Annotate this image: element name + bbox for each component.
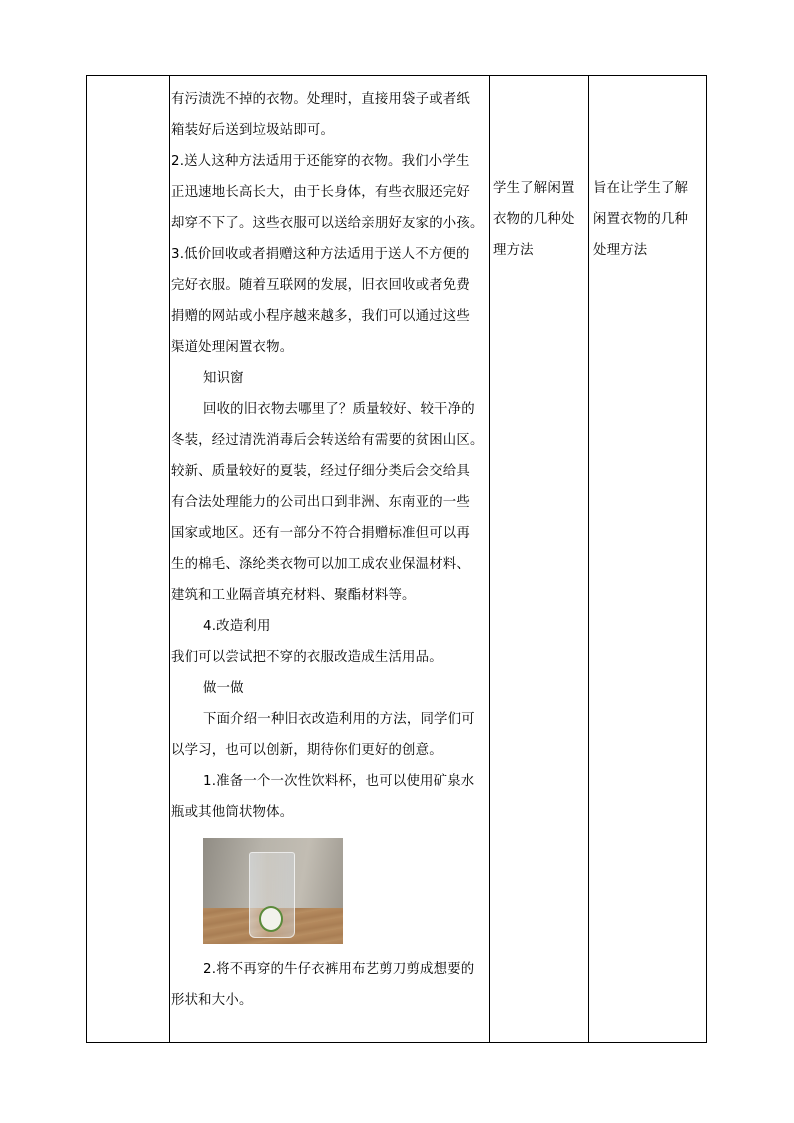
text-line: 冬装，经过清洗消毒后会转送给有需要的贫困山区。 <box>171 433 484 448</box>
text-line: 建筑和工业隔音填充材料、聚酯材料等。 <box>171 588 416 603</box>
text-line: 3.低价回收或者捐赠这种方法适用于送人不方便的 <box>171 247 470 262</box>
design-intent-cell <box>593 173 703 266</box>
text-line: 4.改造利用 <box>203 619 271 634</box>
text-line: 国家或地区。还有一部分不符合捐赠标准但可以再 <box>171 526 470 541</box>
text-line: 形状和大小。 <box>171 993 253 1008</box>
text-line: 正迅速地长高长大，由于长身体，有些衣服还完好 <box>171 185 470 200</box>
text-line: 做一做 <box>203 681 244 696</box>
lesson-table <box>86 75 707 1043</box>
text-line: 2.送人这种方法适用于还能穿的衣物。我们小学生 <box>171 154 470 169</box>
text-line: 回收的旧衣物去哪里了？质量较好、较干净的 <box>203 402 475 417</box>
text-line: 知识窗 <box>203 371 244 386</box>
text-line: 较新、质量较好的夏装，经过仔细分类后会交给具 <box>171 464 470 479</box>
text-line: 闲置衣物的几种 <box>593 212 689 227</box>
text-line: 箱装好后送到垃圾站即可。 <box>171 123 335 138</box>
teaching-content-cell <box>171 84 484 1016</box>
student-activity-cell <box>493 173 585 266</box>
plastic-cup-photo <box>203 838 343 944</box>
text-line: 处理方法 <box>593 243 648 258</box>
content-text-block-after-photo <box>171 954 484 1016</box>
text-line: 渠道处理闲置衣物。 <box>171 340 294 355</box>
text-line: 2.将不再穿的牛仔衣裤用布艺剪刀剪成想要的 <box>203 962 475 977</box>
text-line: 1.准备一个一次性饮料杯，也可以使用矿泉水 <box>203 774 475 789</box>
text-line: 却穿不下了。这些衣服可以送给亲朋好友家的小孩。 <box>171 216 484 231</box>
content-text-block <box>171 84 484 828</box>
column-divider <box>489 76 490 1042</box>
column-divider <box>169 76 170 1042</box>
text-line: 理方法 <box>493 243 534 258</box>
text-line: 旨在让学生了解 <box>593 181 689 196</box>
text-line: 下面介绍一种旧衣改造利用的方法，同学们可 <box>203 712 475 727</box>
text-line: 以学习，也可以创新，期待你们更好的创意。 <box>171 743 443 758</box>
text-line: 有合法处理能力的公司出口到非洲、东南亚的一些 <box>171 495 470 510</box>
text-line: 捐赠的网站或小程序越来越多，我们可以通过这些 <box>171 309 470 324</box>
text-line: 我们可以尝试把不穿的衣服改造成生活用品。 <box>171 650 443 665</box>
text-line: 瓶或其他筒状物体。 <box>171 805 294 820</box>
text-line: 学生了解闲置 <box>493 181 575 196</box>
text-line: 生的棉毛、涤纶类衣物可以加工成农业保温材料、 <box>171 557 470 572</box>
column-divider <box>588 76 589 1042</box>
text-line: 有污渍洗不掉的衣物。处理时，直接用袋子或者纸 <box>171 92 470 107</box>
text-line: 衣物的几种处 <box>493 212 575 227</box>
text-line: 完好衣服。随着互联网的发展，旧衣回收或者免费 <box>171 278 470 293</box>
